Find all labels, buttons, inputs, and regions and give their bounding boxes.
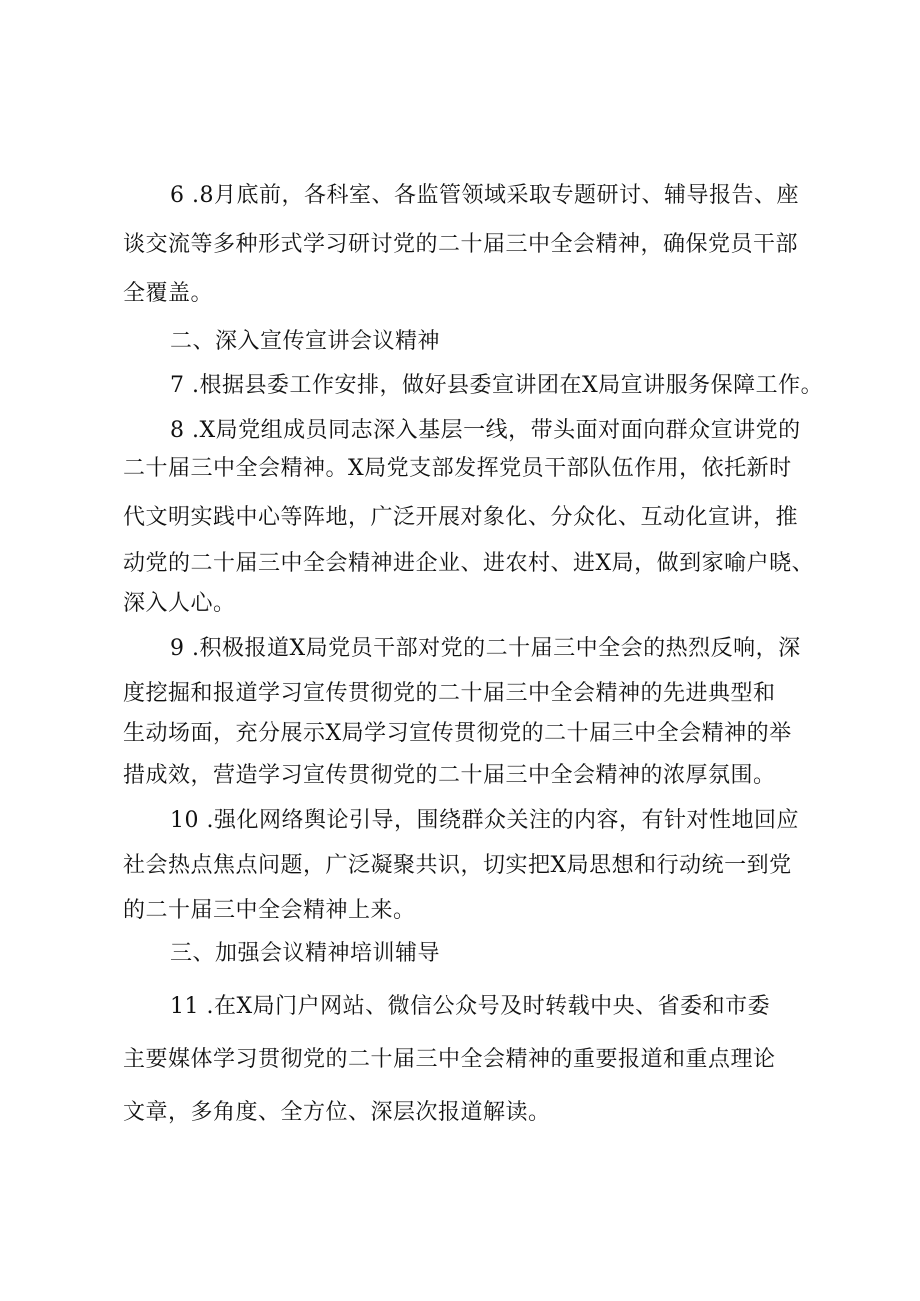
item-6-line-2: 谈交流等多种形式学习研讨党的二十届三中全会精神，确保党员干部 bbox=[123, 232, 799, 257]
item-9-line-4: 措成效，营造学习宣传贯彻党的二十届三中全会精神的浓厚氛围。 bbox=[123, 763, 776, 788]
item-6-line-3: 全覆盖。 bbox=[123, 281, 214, 306]
item-11-line-3: 文章，多角度、全方位、深层次报道解读。 bbox=[123, 1100, 551, 1125]
item-8-line-4: 动党的二十届三中全会精神进企业、进农村、进X局，做到家喻户晓、 bbox=[123, 551, 815, 576]
item-11-line-1: 11 .在X局门户网站、微信公众号及时转载中央、省委和市委 bbox=[170, 994, 771, 1019]
item-9-line-1: 9 .积极报道X局党员干部对党的二十届三中全会的热烈反响，深 bbox=[170, 636, 801, 661]
item-11-line-2: 主要媒体学习贯彻党的二十届三中全会精神的重要报道和重点理论 bbox=[123, 1047, 776, 1072]
item-8-line-2: 二十届三中全会精神。X局党支部发挥党员干部队伍作用，依托新时 bbox=[123, 456, 792, 481]
item-10-line-3: 的二十届三中全会精神上来。 bbox=[123, 898, 416, 923]
section-heading-2: 二、深入宣传宣讲会议精神 bbox=[170, 329, 441, 354]
item-8-line-1: 8 .X局党组成员同志深入基层一线，带头面对面向群众宣讲党的 bbox=[170, 418, 801, 443]
item-10-line-1: 10 .强化网络舆论引导，围绕群众关注的内容，有针对性地回应 bbox=[170, 808, 799, 833]
item-7-line-1: 7 .根据县委工作安排，做好县委宣讲团在X局宣讲服务保障工作。 bbox=[170, 373, 824, 398]
item-9-line-2: 度挖掘和报道学习宣传贯彻党的二十届三中全会精神的先进典型和 bbox=[123, 681, 776, 706]
item-9-line-3: 生动场面，充分展示X局学习宣传贯彻党的二十届三中全会精神的举 bbox=[123, 721, 792, 746]
item-8-line-3: 代文明实践中心等阵地，广泛开展对象化、分众化、互动化宣讲，推 bbox=[123, 505, 799, 530]
section-heading-3: 三、加强会议精神培训辅导 bbox=[170, 941, 441, 966]
item-8-line-5: 深入人心。 bbox=[123, 591, 236, 616]
item-6-line-1: 6 .8月底前，各科室、各监管领域采取专题研讨、辅导报告、座 bbox=[170, 183, 799, 208]
item-10-line-2: 社会热点焦点问题，广泛凝聚共识，切实把X局思想和行动统一到党 bbox=[123, 853, 792, 878]
